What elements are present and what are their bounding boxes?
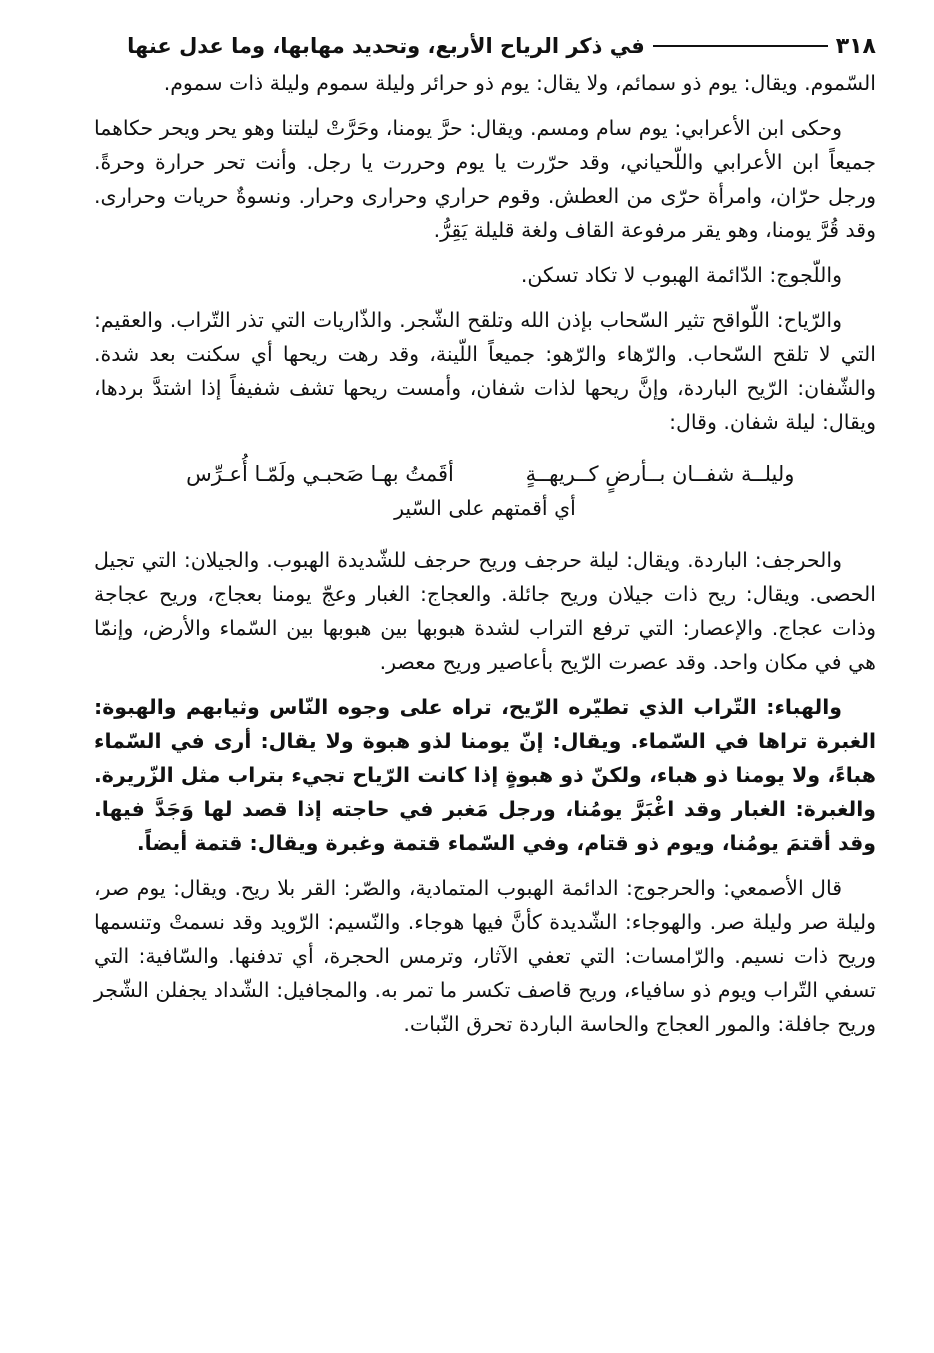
page-number: ٣١٨ — [835, 33, 876, 59]
book-page — [94, 26, 876, 1326]
paragraph-riyah: والرّياح: اللّواقح تثير السّحاب بإذن الله وتلقح الشّجر. والذّاريات التي تذر التّراب. والعقيم: التي لا تلقح السّحاب. والرّهاء والرّهو: جميعاً اللّينة، وقد رهت ريحها أي سكنت بعد شدة. والشّفان: الرّيح الباردة، وإنَّ ريحها لذات شفان، وأمست ريحها تشف شفيفاً إذا اشتدَّ بردها، ويقال: ليلة شفان. وقال: — [94, 308, 876, 434]
paragraph-asmai: قال الأصمعي: والحرجوج: الدائمة الهبوب المتمادية، والصّر: القر بلا ريح. ويقال: يوم صر، وليلة صر وليلة صر. والهوجاء: الشّديدة كأنَّ فيها هوجاء. والنّسيم: الرّويد وقد نسمتْ وتنسمها وريح ذات نسيم. والرّامسات: التي تعفي الآثار، وترمس الحجرة، أي تدفنها. والسّافية: التي تسفي التّراب ويوم ذو سافياء، وريح قاصف تكسر ما تمر به. والمجافيل: الشّداد يجفلن الشّجر وريح جافلة: والمور العجاج والحاسة الباردة تحرق النّبات. — [94, 876, 876, 1036]
page-header — [94, 26, 876, 66]
paragraph-haba: والهباء: التّراب الذي تطيّره الرّيح، تراه على وجوه النّاس وثيابهم والهبوة: الغبرة تراها في السّماء. ويقال: إنّ يومنا لذو هبوة ولا يقال: أرى في السّماء هباءً، ولا يومنا ذو هباء، ولكنّ ذو هبوةٍ إذا كانت الرّياح تجيء بتراب مثل الزّريرة. والغبرة: الغبار وقد اغْبَرَّ يومُنا، ورجل مَغبر في حاجته إذا قصد لها وَجَدَّ فيها. وقد أقتمَ يومُنا، ويوم ذو قتام، وفي السّماء قتمة وغبرة ويقال: قتمة أيضاً. — [94, 695, 876, 855]
paragraph-lajuj: واللّجوج: الدّائمة الهبوب لا تكاد تسكن. — [520, 263, 842, 287]
poetry-verse — [94, 457, 876, 491]
paragraph-harr: وحكى ابن الأعرابي: يوم سام ومسم. ويقال: حرَّ يومنا، وحَرَّتْ ليلتنا وهو يحر ويحر حكاهما جميعاً ابن الأعرابي واللّحياني، وقد حرّرت يا يوم وحررت يا رجل. وأنت تحر حرارة وحرةً. ورجل حرّان، وامرأة حرّى من العطش. وقوم حراري وحرارى وحرار. ونسوةٌ حريات وحرارى. وقد قُرَّ يومنا، وهو يقر مرفوعة القاف ولغة قليلة يَقِرُّ. — [94, 116, 876, 242]
verse-second-hemistich: أقَمتُ بهـا صَحبـي ولَمّـا أُعـرِّس — [186, 462, 454, 486]
paragraph-harjaf: والحرجف: الباردة. ويقال: ليلة حرجف وريح حرجف للشّديدة الهبوب. والجيلان: التي تجيل الحصى. ويقال: ريح ذات جيلان وريح جائلة. والعجاج: الغبار وعجّ يومنا بعجاج، وريح عجاجة وذات عجاج. والإعصار: التي ترفع التراب لشدة هبوبها بين هبوبها بين السّماء والأرض، وإنمّا هي في مكان واحد. وقد عصرت الرّيح بأعاصير وريح معصر. — [94, 548, 876, 674]
verse-first-hemistich: وليلــة شفــان بــأرضٍ كــريهــةٍ — [525, 462, 795, 486]
running-head: في ذكر الرياح الأربع، وتحديد مهابها، وما عدل عنها — [127, 34, 645, 58]
header-rule — [653, 45, 828, 47]
verse-gloss: أي أقمتهم على السّير — [394, 496, 576, 520]
paragraph-samum: السّموم. ويقال: يوم ذو سمائم، ولا يقال: يوم ذو حرائر وليلة سموم وليلة ذات سموم. — [163, 71, 876, 95]
